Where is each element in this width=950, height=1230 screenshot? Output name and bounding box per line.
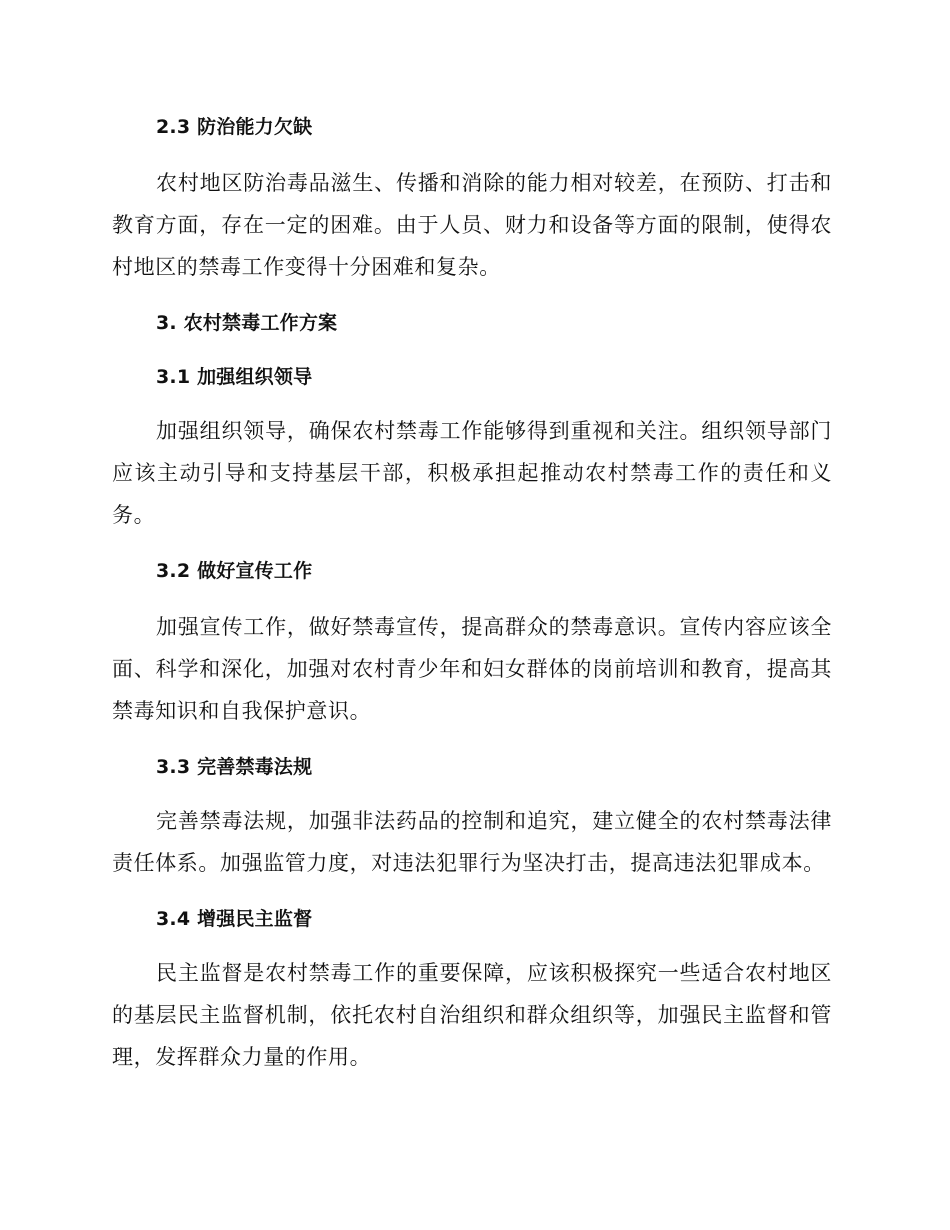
section-paragraph-2-3: 农村地区防治毒品滋生、传播和消除的能力相对较差，在预防、打击和教育方面，存在一定的困难。由于人员、财力和设备等方面的限制，使得农村地区的禁毒工作变得十分困难和复杂。 <box>112 171 832 279</box>
section-heading-3-4: 3.4 增强民主监督 <box>156 908 313 930</box>
section-paragraph-3-1: 加强组织领导，确保农村禁毒工作能够得到重视和关注。组织领导部门应该主动引导和支持基层干部，积极承担起推动农村禁毒工作的责任和义务。 <box>112 419 832 527</box>
section-paragraph-3-4: 民主监督是农村禁毒工作的重要保障，应该积极探究一些适合农村地区的基层民主监督机制，依托农村自治组织和群众组织等，加强民主监督和管理，发挥群众力量的作用。 <box>112 961 832 1069</box>
section-paragraph-3-2: 加强宣传工作，做好禁毒宣传，提高群众的禁毒意识。宣传内容应该全面、科学和深化，加强对农村青少年和妇女群体的岗前培训和教育，提高其禁毒知识和自我保护意识。 <box>112 615 832 723</box>
section-heading-3-2: 3.2 做好宣传工作 <box>156 560 313 582</box>
section-paragraph-3-3: 完善禁毒法规，加强非法药品的控制和追究，建立健全的农村禁毒法律责任体系。加强监管力度，对违法犯罪行为坚决打击，提高违法犯罪成本。 <box>112 809 832 875</box>
section-heading-3-3: 3.3 完善禁毒法规 <box>156 756 313 778</box>
section-heading-3-1: 3.1 加强组织领导 <box>156 366 313 388</box>
section-heading-2-3: 2.3 防治能力欠缺 <box>156 116 313 138</box>
section-heading-3: 3. 农村禁毒工作方案 <box>156 312 338 334</box>
